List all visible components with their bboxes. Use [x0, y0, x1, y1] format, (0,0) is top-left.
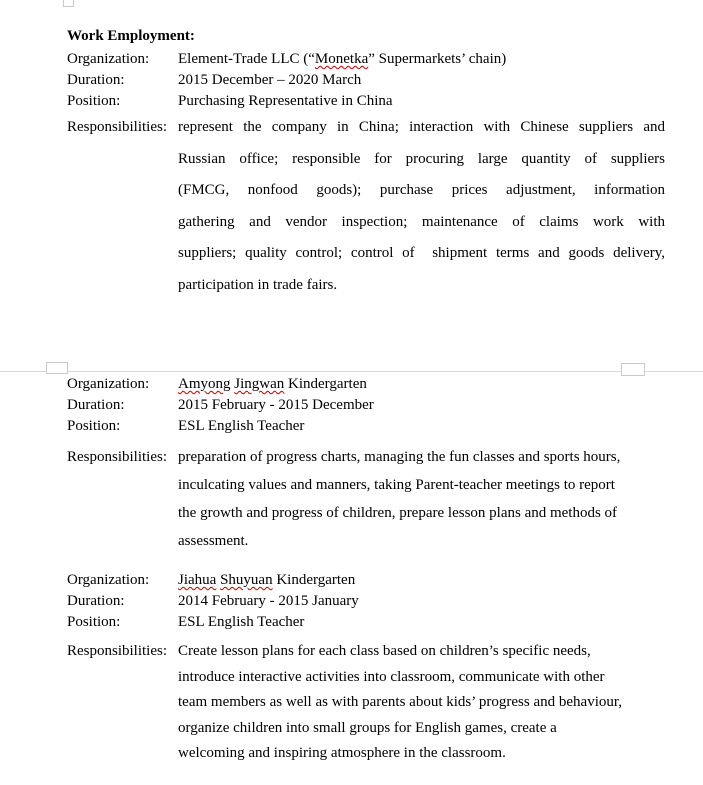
- text-segment: Kindergarten: [284, 376, 367, 392]
- responsibility-line: organize children into small groups for English games, create a: [178, 719, 557, 736]
- misspelled-word: Jiahua: [178, 572, 217, 588]
- responsibilities-row: [67, 639, 665, 767]
- duration-value: 2014 February - 2015 January: [178, 593, 359, 609]
- field-row: [67, 49, 665, 70]
- responsibilities-row: [67, 443, 665, 555]
- misspelled-word: Monetka: [314, 51, 369, 67]
- responsibility-line: Russian office; responsible for procuring large quantity of suppliers: [178, 150, 665, 167]
- organization-value: [178, 570, 665, 591]
- responsibility-line: represent the company in China; interaction with Chinese suppliers and: [178, 119, 665, 135]
- misspelled-word: Jingwan: [234, 376, 285, 392]
- field-label: Position:: [67, 418, 121, 434]
- field-row: [67, 374, 665, 395]
- field-label: Position:: [67, 93, 121, 109]
- field-label: Organization:: [67, 51, 150, 67]
- responsibility-line: team members as well as with parents about kids’ progress and behaviour,: [178, 694, 623, 710]
- responsibility-line: assessment.: [178, 533, 249, 549]
- field-label: Organization:: [67, 376, 150, 392]
- field-row: [67, 395, 665, 416]
- field-row: [67, 570, 665, 591]
- margin-mark-top: [63, 0, 74, 7]
- field-row: [67, 612, 665, 633]
- field-label: Responsibilities:: [67, 643, 168, 659]
- position-value: Purchasing Representative in China: [178, 93, 393, 109]
- responsibilities-row: [67, 112, 665, 302]
- text-segment: Element-Trade LLC (“: [178, 51, 315, 67]
- field-label: Responsibilities:: [67, 119, 168, 135]
- responsibility-line: suppliers; quality control; control of shipment terms and goods delivery,: [178, 245, 665, 262]
- employment-entry: [67, 570, 665, 767]
- position-value: ESL English Teacher: [178, 614, 305, 630]
- text-segment: ” Supermarkets’ chain): [368, 51, 507, 67]
- margin-mark-left: [46, 362, 68, 374]
- responsibilities-text: [178, 639, 665, 767]
- field-label: Position:: [67, 614, 121, 630]
- page-break-line: [0, 371, 703, 372]
- field-label: Duration:: [67, 72, 125, 88]
- text-segment: Kindergarten: [272, 572, 356, 588]
- responsibility-line: Create lesson plans for each class based on children’s specific needs,: [178, 643, 591, 659]
- responsibility-line: inculcating values and manners, taking Parent-teacher meetings to report: [178, 477, 615, 493]
- misspelled-word: Shuyuan: [220, 572, 273, 588]
- field-row: [67, 416, 665, 437]
- responsibility-line: the growth and progress of children, prepare lesson plans and methods of: [178, 505, 618, 521]
- responsibility-line: introduce interactive activities into classroom, communicate with other: [178, 668, 605, 685]
- field-label: Duration:: [67, 593, 125, 609]
- section-heading: Work Employment:: [67, 28, 195, 44]
- misspelled-word: Amyong: [178, 376, 231, 392]
- duration-value: 2015 December – 2020 March: [178, 72, 362, 88]
- employment-entry: [67, 49, 665, 302]
- responsibility-line: (FMCG, nonfood goods); purchase prices adjustment, information: [178, 182, 665, 199]
- field-label: Responsibilities:: [67, 449, 168, 465]
- field-row: [67, 91, 665, 112]
- responsibilities-text: [178, 443, 665, 555]
- organization-value: [178, 374, 665, 395]
- field-row: [67, 70, 665, 91]
- responsibility-line: welcoming and inspiring atmosphere in the classroom.: [178, 745, 506, 761]
- organization-value: [178, 49, 665, 70]
- field-label: Duration:: [67, 397, 125, 413]
- field-label: Organization:: [67, 572, 150, 588]
- responsibility-line: participation in trade fairs.: [178, 276, 338, 293]
- position-value: ESL English Teacher: [178, 418, 305, 434]
- responsibility-line: preparation of progress charts, managing the fun classes and sports hours,: [178, 449, 621, 465]
- responsibility-line: gathering and vendor inspection; maintenance of claims work with: [178, 213, 665, 230]
- field-row: [67, 591, 665, 612]
- duration-value: 2015 February - 2015 December: [178, 397, 374, 413]
- responsibilities-text: [178, 112, 665, 302]
- employment-entry: [67, 374, 665, 555]
